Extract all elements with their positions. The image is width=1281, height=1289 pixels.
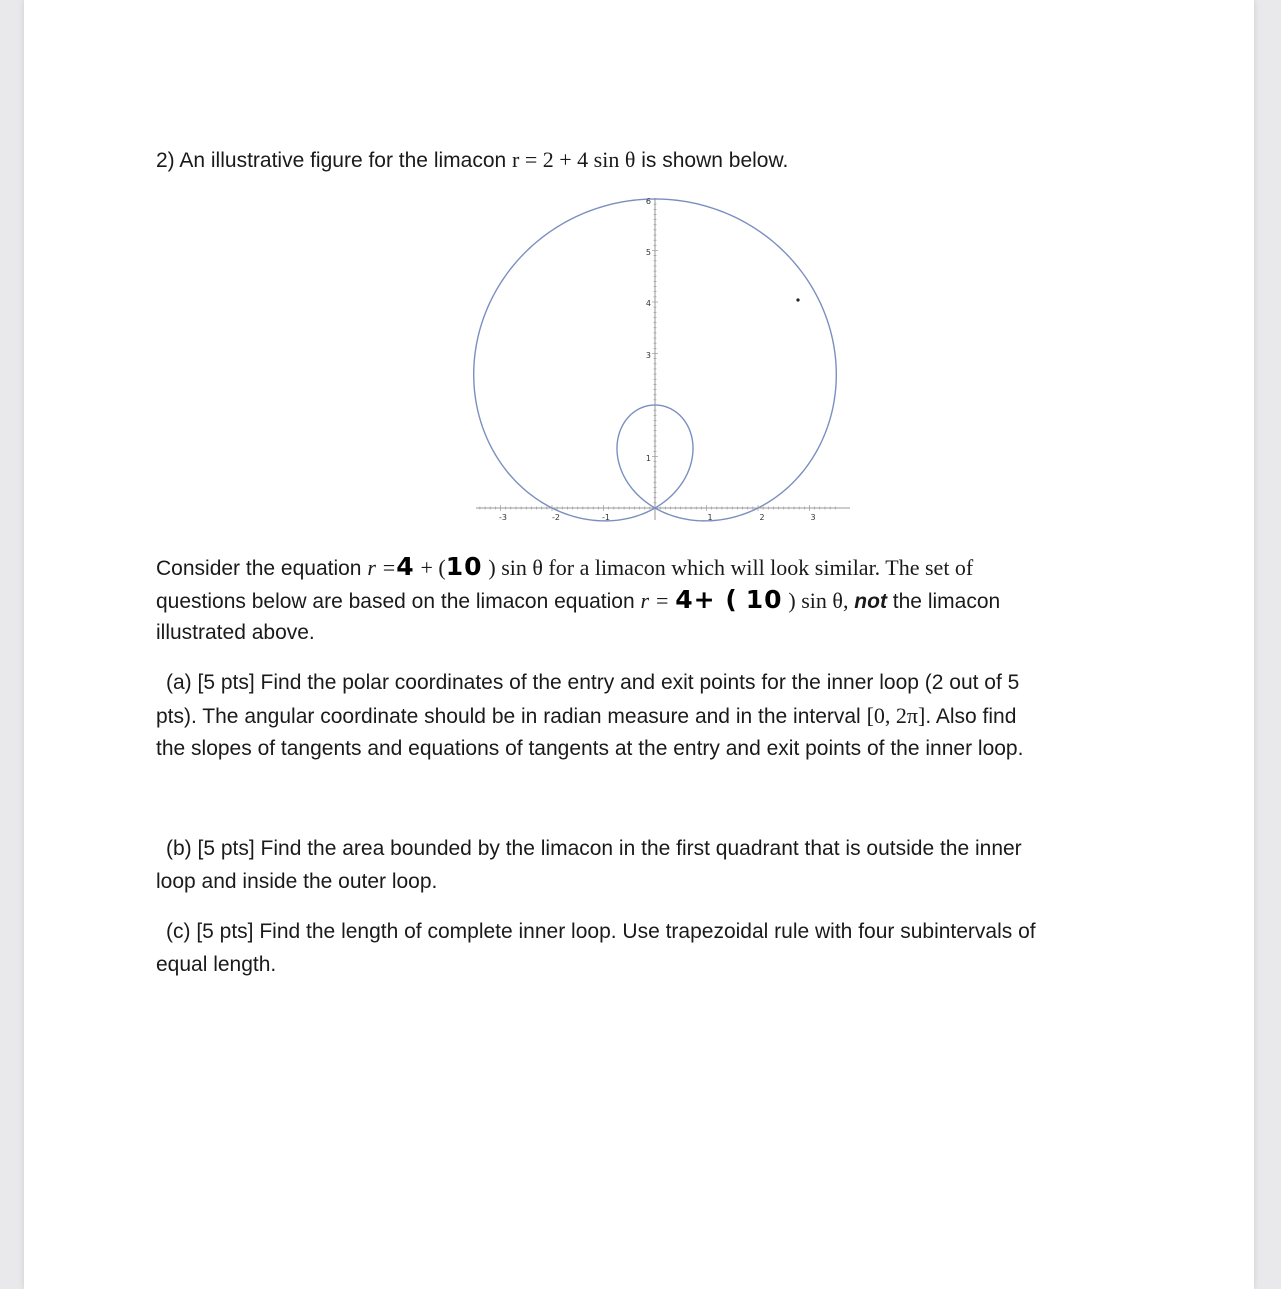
- x-tick-label: 1: [707, 513, 713, 522]
- part-a-text-end: . Also find: [925, 705, 1017, 728]
- x-tick-label: 2: [759, 513, 765, 522]
- question-number: 2): [156, 149, 175, 172]
- part-b-line-1: (b) [5 pts] Find the area bounded by the limacon in the first quadrant that is outside the inner: [166, 837, 1022, 860]
- part-c-line-1: (c) [5 pts] Find the length of complete inner loop. Use trapezoidal rule with four subintervals of: [166, 920, 1036, 943]
- limacon-figure: [468, 190, 858, 525]
- consider-text: Consider the equation: [156, 557, 362, 580]
- r-equals-2: r =: [640, 588, 670, 613]
- r-equals-text: r =: [367, 555, 397, 580]
- y-tick-label: 6: [645, 197, 651, 206]
- consider-text-end: ) sin θ for a limacon which will look similar. The set of: [488, 555, 974, 580]
- consider-text-2-end: the limacon: [892, 590, 1001, 613]
- handwritten-4-plus: 4+ (: [675, 585, 738, 614]
- plus-open-paren: + (: [420, 555, 446, 580]
- question-heading: [156, 143, 788, 177]
- consider-line-3: illustrated above.: [156, 621, 315, 644]
- handwritten-10: 10: [445, 552, 483, 581]
- question-intro: An illustrative figure for the limacon: [179, 149, 507, 172]
- y-tick-label: 3: [645, 351, 651, 360]
- part-c-line-2: equal length.: [156, 953, 277, 976]
- handwritten-10-second: 10: [745, 585, 783, 614]
- part-a-line-1: (a) [5 pts] Find the polar coordinates of the entry and exit points for the inner loop (2 out of 5: [166, 671, 1020, 694]
- interval-notation: [0, 2π]: [866, 703, 926, 728]
- part-a-line-3: the slopes of tangents and equations of tangents at the entry and exit points of the inner loop.: [156, 737, 1024, 760]
- consider-line-2: [156, 583, 1000, 618]
- part-a-line-2: [156, 699, 1016, 733]
- part-b-line-2: loop and inside the outer loop.: [156, 870, 438, 893]
- stray-dot: [796, 298, 799, 301]
- handwritten-4: 4: [396, 552, 415, 581]
- x-tick-label: -2: [552, 513, 560, 522]
- part-a-text: pts). The angular coordinate should be in radian measure and in the interval: [156, 705, 861, 728]
- not-emphasis: not: [854, 590, 887, 613]
- y-tick-label: 1: [645, 454, 651, 463]
- x-tick-label: -3: [499, 513, 507, 522]
- y-tick-label: 4: [645, 299, 651, 308]
- r-equals: [367, 555, 396, 580]
- consider-line-1: [156, 550, 973, 585]
- question-intro-end: is shown below.: [641, 149, 789, 172]
- x-tick-label: -1: [602, 513, 610, 522]
- limacon-equation: r = 2 + 4 sin θ: [512, 147, 636, 172]
- sin-theta-text: ) sin θ,: [788, 588, 849, 613]
- y-tick-label: 5: [645, 248, 651, 257]
- x-tick-label: 3: [810, 513, 816, 522]
- consider-text-2: questions below are based on the limacon equation: [156, 590, 635, 613]
